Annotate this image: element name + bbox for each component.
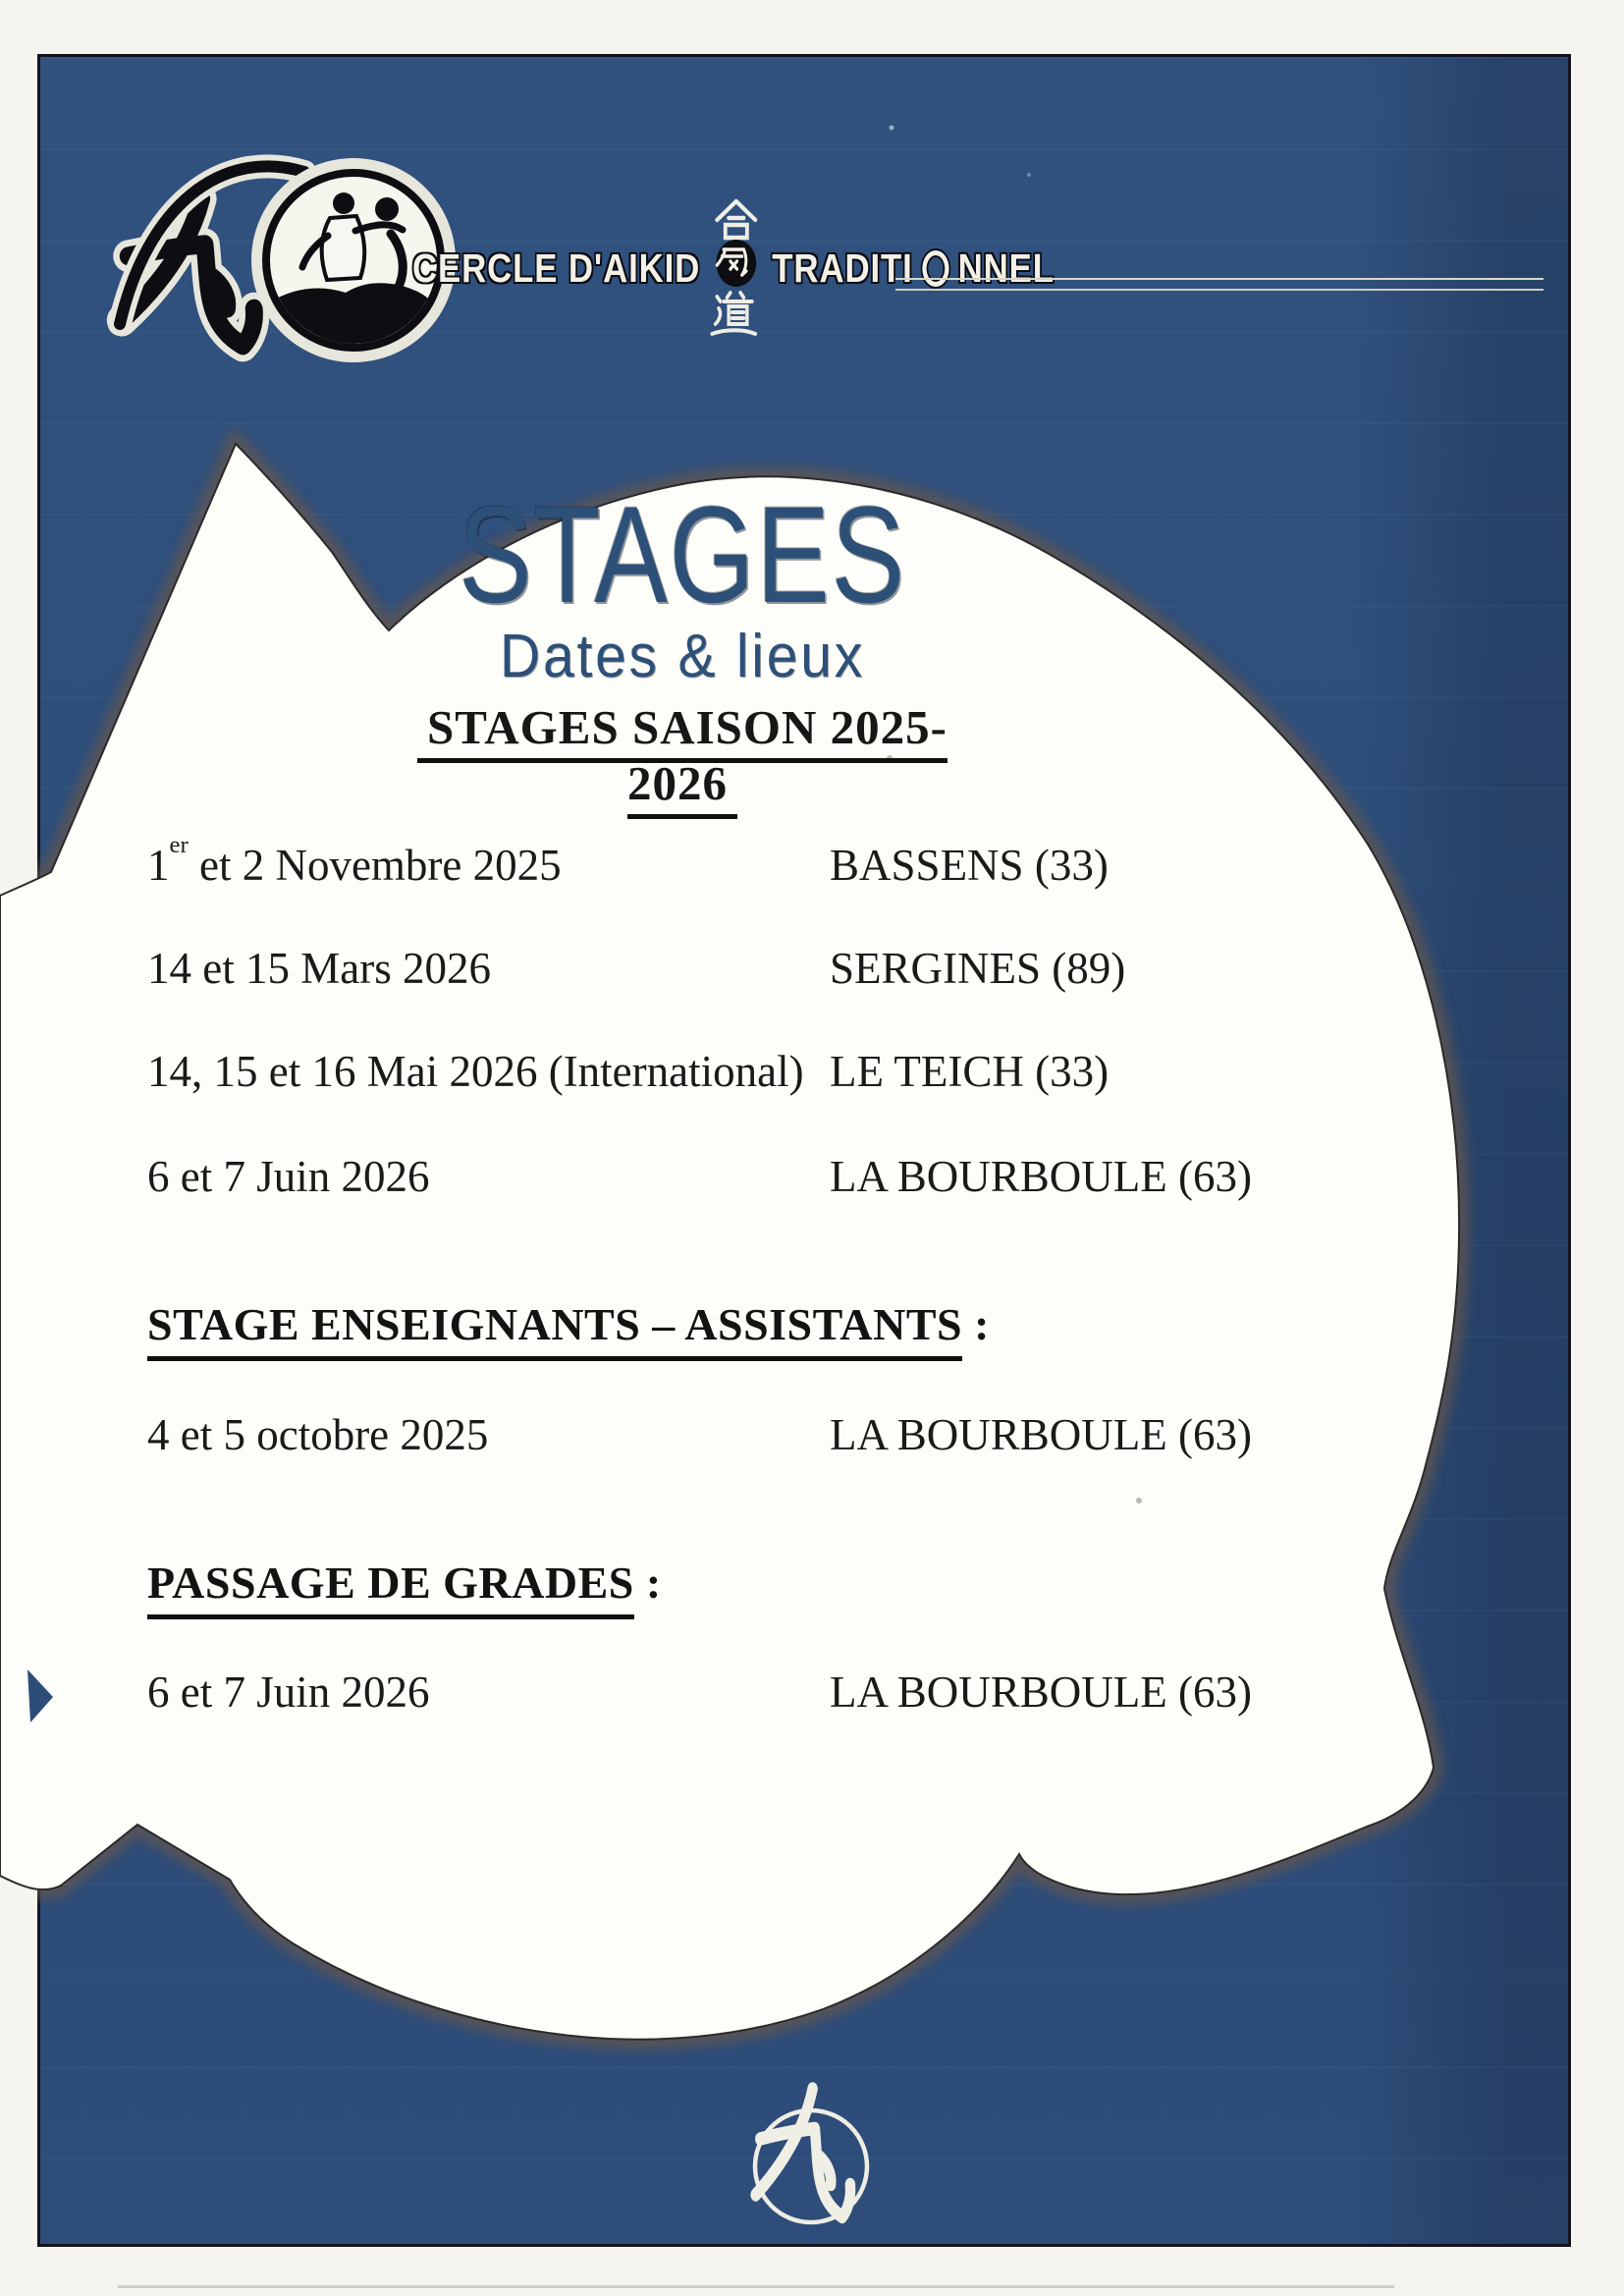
stage-row (147, 1409, 1453, 1460)
stage-date: 6 et 7 Juin 2026 (147, 1152, 430, 1201)
stage-date: 4 et 5 octobre 2025 (147, 1410, 489, 1459)
stage-row (147, 1046, 1453, 1097)
org-name-part3: NNEL (957, 245, 1055, 291)
org-name-part1: CERCLE D'AIKID (412, 245, 701, 291)
do-kanji-icon (712, 293, 755, 334)
stage-row (147, 1151, 1453, 1202)
ki-kanji-disc-icon (716, 240, 756, 287)
header-rule (895, 278, 1543, 291)
ai-kanji-icon (717, 201, 755, 238)
stage-location: BASSENS (33) (830, 841, 1109, 890)
stage-row (147, 943, 1453, 994)
scan-speck (890, 126, 894, 131)
org-name-part2: TRADITI (772, 245, 913, 291)
kanji-column (707, 198, 766, 338)
page-title: STAGES (459, 477, 906, 631)
stage-location: SERGINES (89) (830, 944, 1126, 993)
stage-row (147, 1667, 1453, 1718)
scan-speck (1136, 1498, 1142, 1503)
section-heading-enseignants: STAGE ENSEIGNANTS – ASSISTANTS : (147, 1298, 990, 1350)
stage-date: 6 et 7 Juin 2026 (147, 1667, 430, 1717)
footer-maru-logo (755, 2089, 867, 2222)
stage-location: LA BOURBOULE (63) (830, 1667, 1252, 1717)
season-heading: STAGES SAISON 2025-2026 (383, 699, 982, 811)
stage-date: 1er et 2 Novembre 2025 (147, 831, 562, 890)
stage-location: LA BOURBOULE (63) (830, 1410, 1252, 1459)
scan-speck (1027, 173, 1031, 177)
scan-smudge (118, 2285, 1394, 2288)
title-block (383, 477, 982, 811)
page-subtitle: Dates & lieux (500, 623, 865, 690)
org-header (412, 198, 1055, 338)
ordinal-superscript: er (169, 831, 189, 858)
stage-date: 14, 15 et 16 Mai 2026 (International) (147, 1047, 804, 1096)
stage-location: LA BOURBOULE (63) (830, 1152, 1252, 1201)
stage-date: 14 et 15 Mars 2026 (147, 944, 491, 993)
stage-row (147, 831, 1453, 891)
section-heading-grades: PASSAGE DE GRADES : (147, 1557, 662, 1609)
stage-location: LE TEICH (33) (830, 1047, 1110, 1096)
